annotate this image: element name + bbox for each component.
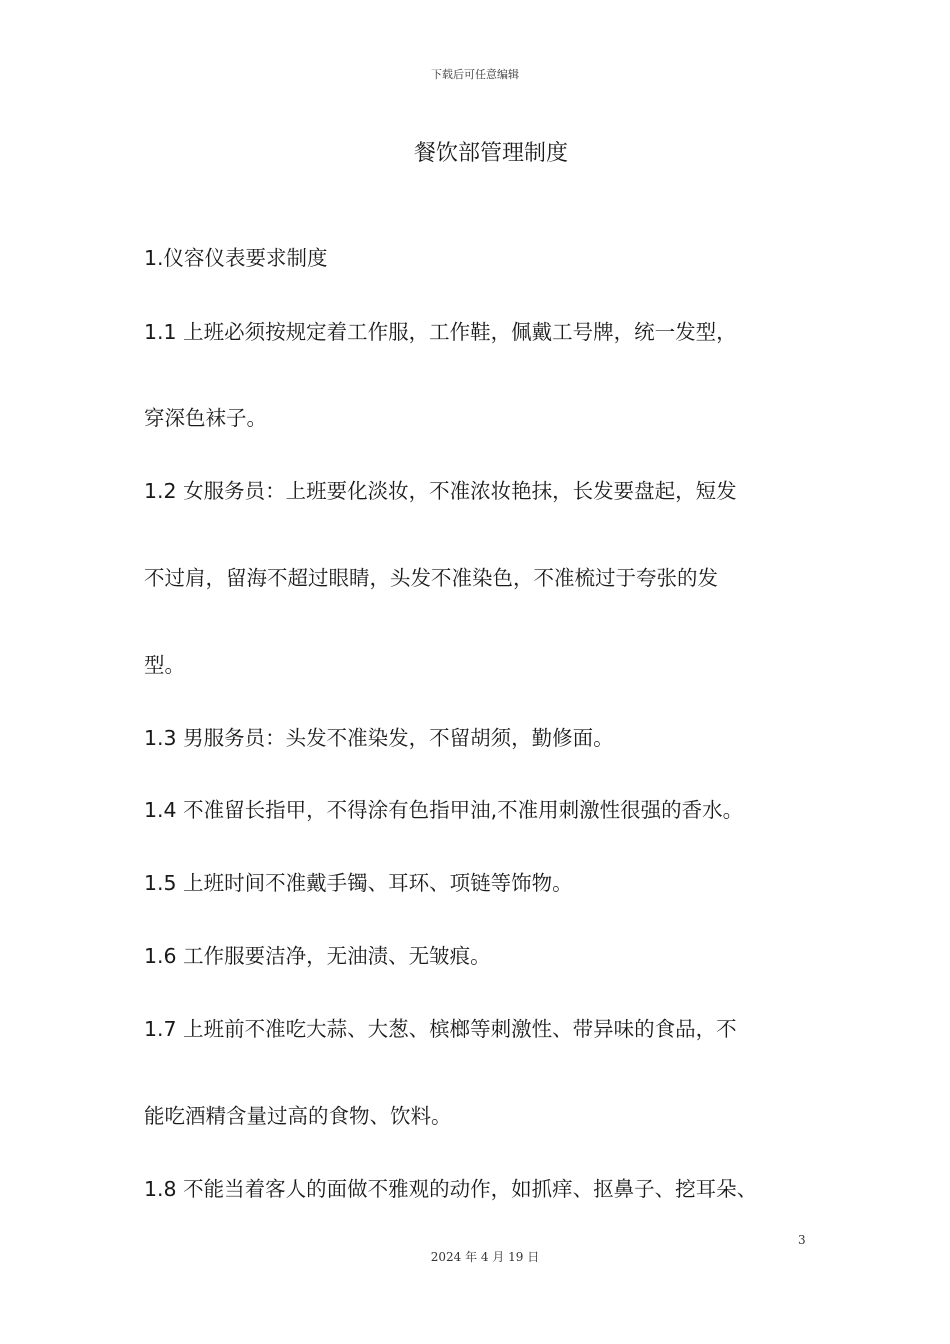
paragraph-line: 1.1 上班必须按规定着工作服，工作鞋，佩戴工号牌，统一发型， xyxy=(144,320,737,344)
footer-date: 2024 年 4 月 19 日 xyxy=(430,1250,540,1264)
paragraph-line: 1.5 上班时间不准戴手镯、耳环、项链等饰物。 xyxy=(144,871,573,895)
paragraph-line: 1.6 工作服要洁净，无油渍、无皱痕。 xyxy=(144,944,491,968)
paragraph-line: 1.7 上班前不准吃大蒜、大葱、槟榔等刺激性、带异味的食品，不 xyxy=(144,1017,737,1041)
paragraph-line: 1.3 男服务员：头发不准染发，不留胡须，勤修面。 xyxy=(144,726,614,750)
header-note: 下载后可任意编辑 xyxy=(431,68,519,81)
paragraph-line: 能吃酒精含量过高的食物、饮料。 xyxy=(144,1104,452,1128)
document-title: 餐饮部管理制度 xyxy=(413,141,568,166)
paragraph-line: 不过肩，留海不超过眼睛，头发不准染色，不准梳过于夸张的发 xyxy=(144,566,718,590)
paragraph-line: 穿深色袜子。 xyxy=(144,406,267,430)
paragraph-line: 型。 xyxy=(144,653,185,677)
page-number: 3 xyxy=(798,1233,806,1247)
paragraph-line: 1.2 女服务员：上班要化淡妆，不准浓妆艳抹，长发要盘起，短发 xyxy=(144,479,737,503)
paragraph-line: 1.8 不能当着客人的面做不雅观的动作，如抓痒、抠鼻子、挖耳朵、 xyxy=(144,1177,758,1201)
paragraph-line: 1.4 不准留长指甲，不得涂有色指甲油,不准用刺激性很强的香水。 xyxy=(144,798,744,822)
section-heading: 1.仪容仪表要求制度 xyxy=(144,246,328,270)
